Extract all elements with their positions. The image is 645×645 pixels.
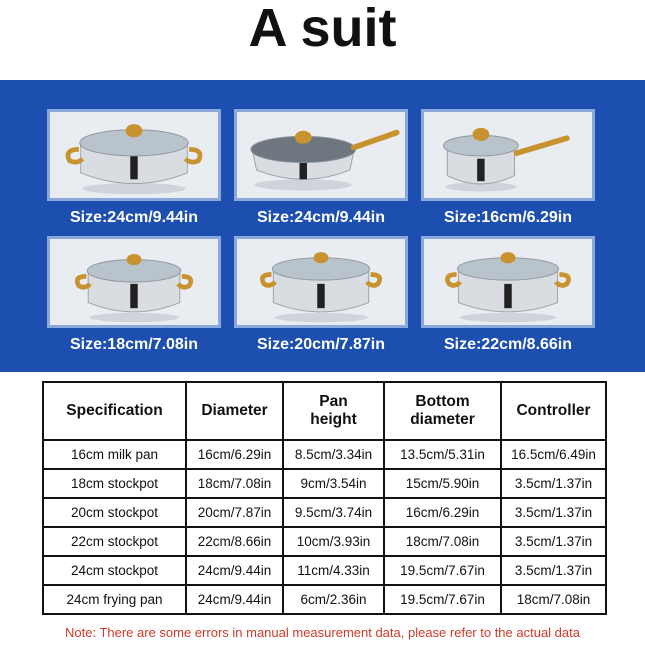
frying-pan-icon [237,112,405,198]
table-cell: 6cm/2.36in [283,585,384,614]
size-label: Size:18cm/7.08in [69,336,199,353]
table-cell: 24cm stockpot [43,556,186,585]
product-photo [421,109,595,201]
stockpot-icon [50,239,218,325]
table-cell: 3.5cm/1.37in [501,498,606,527]
product-photo [47,109,221,201]
stockpot-icon [237,239,405,325]
stockpot-icon [50,112,218,198]
table-cell: 8.5cm/3.34in [283,440,384,469]
table-cell: 10cm/3.93in [283,527,384,556]
table-cell: 9cm/3.54in [283,469,384,498]
table-header-row [43,382,606,440]
table-cell: 15cm/5.90in [384,469,501,498]
table-cell: 18cm stockpot [43,469,186,498]
table-row [43,527,606,556]
stockpot-icon [424,239,592,325]
table-row [43,556,606,585]
specification-table [42,381,607,615]
table-cell: 18cm/7.08in [501,585,606,614]
product-photo [421,236,595,328]
header-specification: Specification [43,382,186,440]
header-bottom-diameter: Bottom diameter [384,382,501,440]
table-cell: 20cm stockpot [43,498,186,527]
table-cell: 9.5cm/3.74in [283,498,384,527]
header-controller: Controller [501,382,606,440]
size-label: Size:20cm/7.87in [256,336,386,353]
table-row [43,585,606,614]
table-cell: 20cm/7.87in [186,498,283,527]
table-cell: 13.5cm/5.31in [384,440,501,469]
table-cell: 16cm/6.29in [186,440,283,469]
size-label: Size:16cm/6.29in [443,209,573,226]
product-band [0,80,645,372]
table-cell: 11cm/4.33in [283,556,384,585]
size-label: Size:24cm/9.44in [256,209,386,226]
table-cell: 18cm/7.08in [384,527,501,556]
page-title: A suit [248,0,397,58]
size-label: Size:22cm/8.66in [443,336,573,353]
product-photo [234,109,408,201]
header-pan-height: Pan height [283,382,384,440]
measurement-note: Note: There are some errors in manual measurement data, please refer to the actual data [65,625,580,640]
table-cell: 3.5cm/1.37in [501,469,606,498]
table-cell: 24cm/9.44in [186,585,283,614]
table-cell: 16.5cm/6.49in [501,440,606,469]
table-cell: 3.5cm/1.37in [501,527,606,556]
milk-pan-icon [424,112,592,198]
table-cell: 3.5cm/1.37in [501,556,606,585]
table-cell: 16cm/6.29in [384,498,501,527]
table-cell: 19.5cm/7.67in [384,585,501,614]
table-cell: 19.5cm/7.67in [384,556,501,585]
table-row [43,469,606,498]
product-photo [47,236,221,328]
header-diameter: Diameter [186,382,283,440]
table-cell: 24cm frying pan [43,585,186,614]
table-body [43,440,606,614]
table-cell: 16cm milk pan [43,440,186,469]
table-row [43,498,606,527]
size-label: Size:24cm/9.44in [69,209,199,226]
table-cell: 22cm/8.66in [186,527,283,556]
table-cell: 24cm/9.44in [186,556,283,585]
product-photo [234,236,408,328]
table-row [43,440,606,469]
table-cell: 18cm/7.08in [186,469,283,498]
table-cell: 22cm stockpot [43,527,186,556]
